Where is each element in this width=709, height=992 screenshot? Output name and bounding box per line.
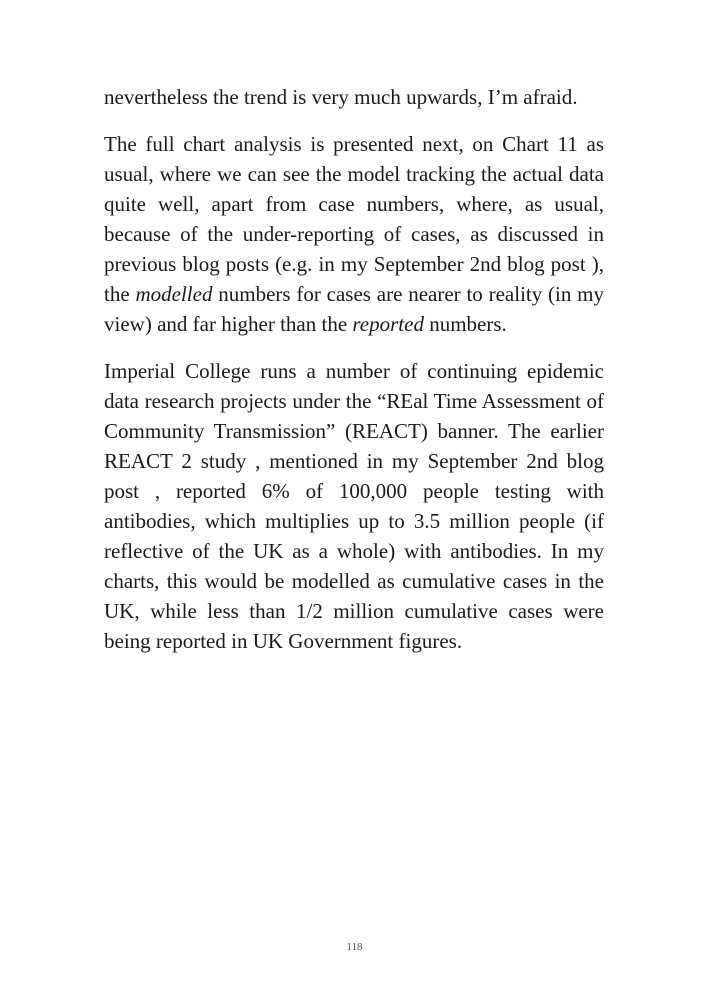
paragraph-2: [104, 129, 604, 339]
page-number: 118: [346, 941, 363, 953]
body-text: [104, 82, 604, 673]
paragraph-2-text-a: The full chart analysis is presented next, on Chart 11 as usual, where we can see the model tracking the actual data quite well, apart from case numbers, where, as usual, because of the under-reporting of cases, as discussed in previous blog posts (e.g. in my September 2nd blog post ), the: [104, 132, 604, 306]
paragraph-3: Imperial College runs a number of continuing epidemic data research projects under the “REal Time Assessment of Community Transmission” (REACT) banner. The earlier REACT 2 study , mentioned in my September 2nd blog post , reported 6% of 100,000 people testing with antibodies, which multiplies up to 3.5 million people (if reflective of the UK as a whole) with antibodies. In my charts, this would be modelled as cumulative cases in the UK, while less than 1/2 million cumulative cases were being reported in UK Government figures.: [104, 359, 604, 653]
paragraph-2-text-b: numbers for cases are nearer to reality (in my view) and far higher than the: [104, 282, 604, 336]
paragraph-2-text-c: numbers.: [423, 312, 507, 336]
paragraph-1: nevertheless the trend is very much upwards, I’m afraid.: [104, 85, 578, 109]
paragraph-2-italic-reported: reported: [352, 312, 424, 336]
paragraph-2-italic-modelled: modelled: [135, 282, 213, 306]
